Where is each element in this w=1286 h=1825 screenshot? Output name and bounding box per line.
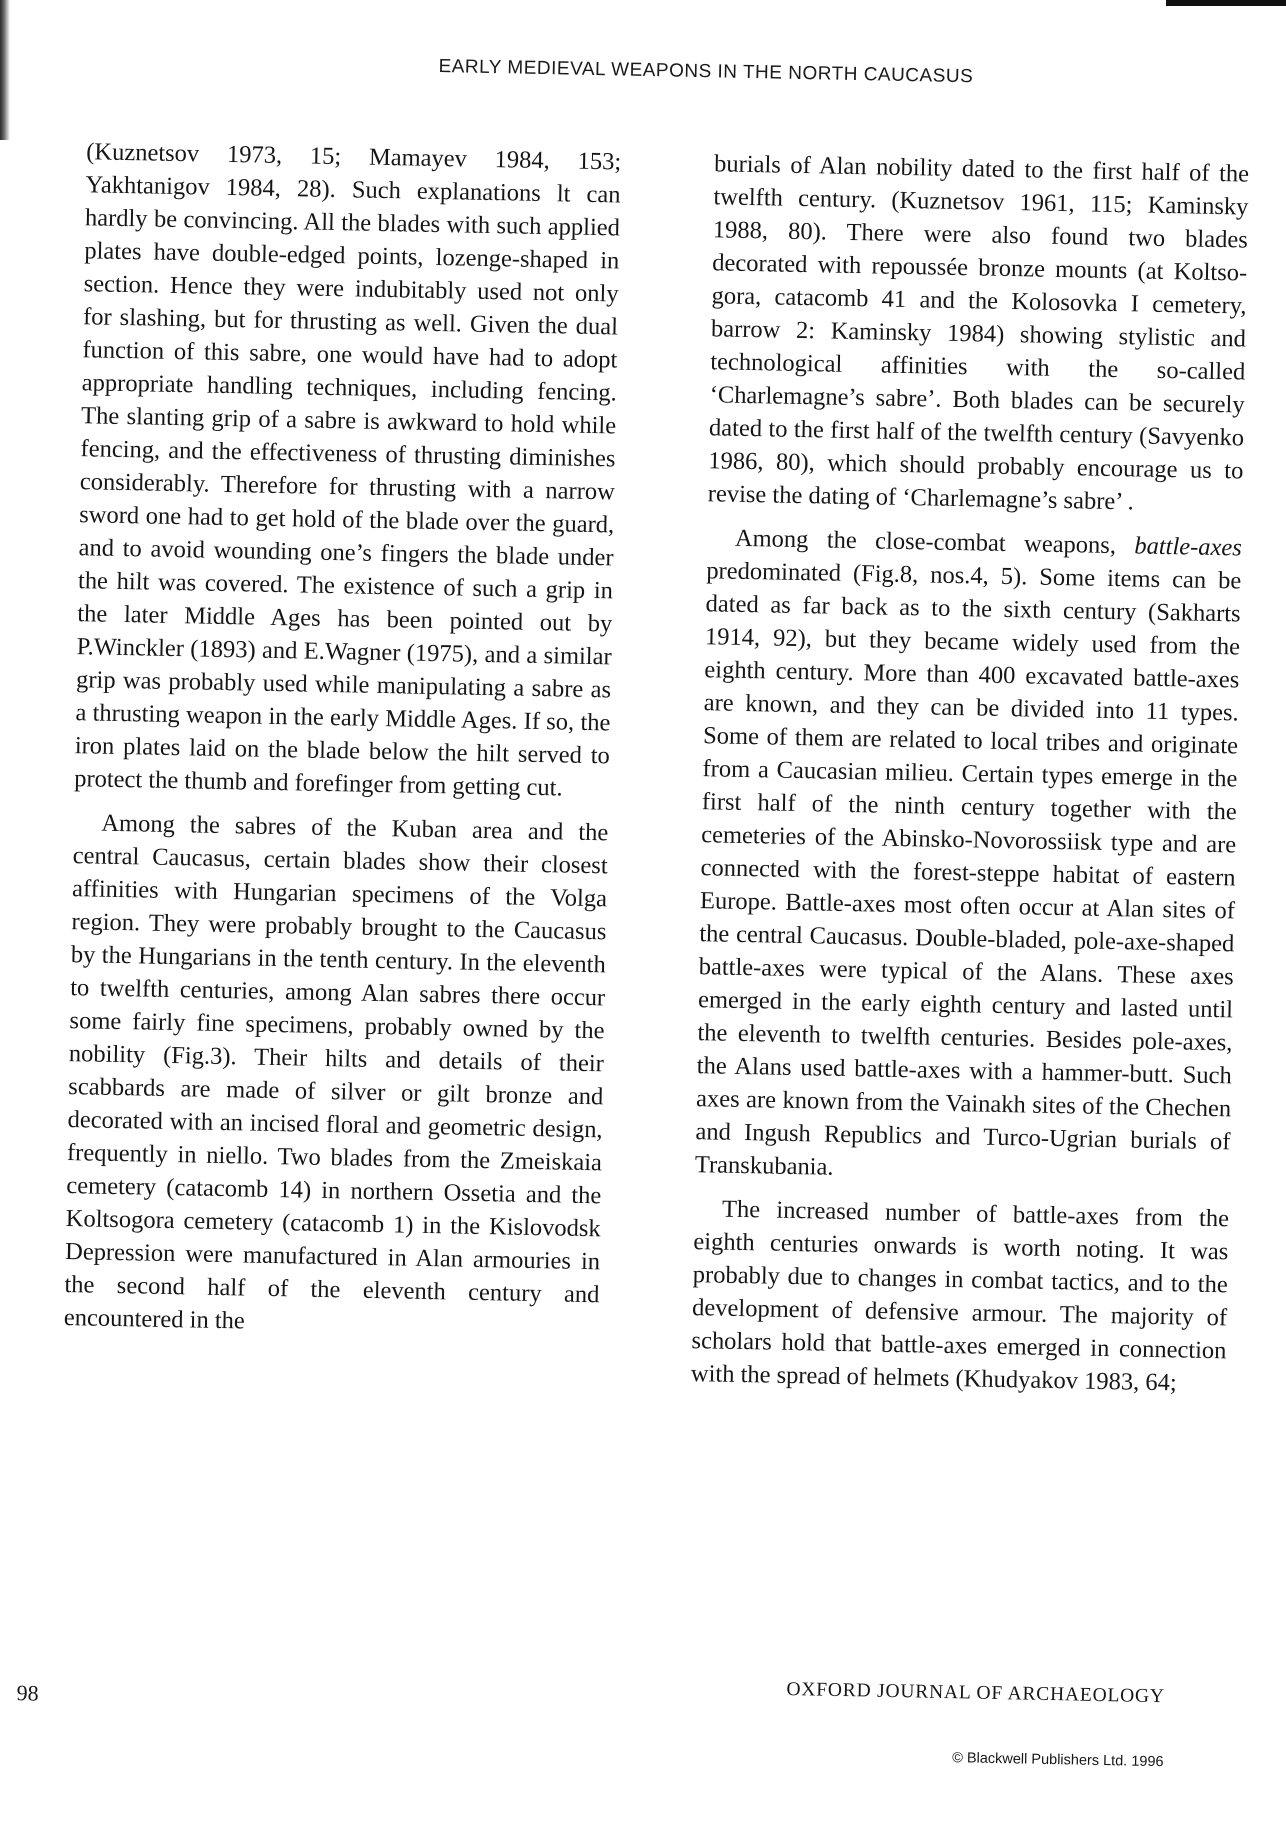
emphasized-term: battle-axes <box>1134 532 1243 562</box>
right-column <box>690 147 1249 1411</box>
left-paragraph-2: Among the sabres of the Kuban area and the central Caucasus, certain blades show their closest affinities with Hungarian specimens of the Volga region. They were probably brought to the Caucasus by the Hungarians in the tenth century. In the eleventh to twelfth centuries, among Alan sabres there occur some fairly fine specimens, probably owned by the nobility (Fig.3). Their hilts and details of their scabbards are made of silver or gilt bronze and decorated with an incised floral and geometric design, frequently in niello. Two blades from the Zmeiskaia cemetery (catacomb 14) in northern Ossetia and the Koltsogora cemetery (catacomb 1) in the Kislovodsk Depression were manufactured in Alan armouries in the second half of the eleventh century and encountered in the <box>63 809 609 1335</box>
right-paragraph-2 <box>695 521 1243 1191</box>
right-paragraph-3: The increased number of battle-axes from the eighth centuries onwards is worth noting. It was probably due to changes in combat tactics, and to the development of defensive armour. The majority of scholars hold that battle-axes emerged in connection with the spread of helmets (Khudyakov 1983, 64; <box>690 1195 1230 1397</box>
journal-name: OXFORD JOURNAL OF ARCHAEOLOGY <box>786 1678 1166 1708</box>
page-number: 98 <box>16 1680 39 1706</box>
running-head: EARLY MEDIEVAL WEAPONS IN THE NORTH CAUCASUS <box>438 55 974 88</box>
copyright-notice: © Blackwell Publishers Ltd. 1996 <box>952 1750 1164 1771</box>
paragraph-body-text: predominated (Fig.8, nos.4, 5). Some items can be dated as far back as to the sixth century (Sakharts 1914, 92), but they became widely used from the eighth century. More than 400 excavated battle-axes are known, and they can be divided into 11 types. Some of them are related to local tribes and originate from a Caucasian milieu. Certain types emerge in the first half of the ninth century together with the cemeteries of the Abinsko-Novorossiisk type and are connected with the forest-steppe habitat of eastern Europe. Battle-axes most often occur at Alan sites of the central Caucasus. Double-bladed, pole-axe-shaped battle-axes were typical of the Alans. These axes emerged in the early eighth century and lasted until the eleventh to twelfth centuries. Besides pole-axes, the Alans used battle-axes with a hammer-butt. Such axes are known from the Vainakh sites of the Chechen and Ingush Republics and Turco-Ugrian burials of Transkubania. <box>694 557 1242 1181</box>
paragraph-lead-text: Among the close-combat weapons, <box>734 524 1135 560</box>
scan-edge-left <box>0 0 10 140</box>
right-paragraph-1: burials of Alan nobility dated to the first half of the twelfth century. (Kuznetsov 1961, 115; Kaminsky 1988, 80). There were also found two blades decorated with repoussée bronze mounts (at Koltso-gora, catacomb 41 and the Kolosovka I cemetery, barrow 2: Kaminsky 1984) showing stylistic and technological affinities with the so-called ‘Charlemagne’s sabre’. Both blades can be securely dated to the first half of the twelfth century (Savyenko 1986, 80), which should probably encourage us to revise the dating of ‘Charlemagne’s sabre’ . <box>707 150 1250 516</box>
scan-edge-top <box>1166 0 1286 6</box>
left-column <box>63 135 621 1355</box>
left-paragraph-1: (Kuznetsov 1973, 15; Mamayev 1984, 153; Yakhtanigov 1984, 28). Such explanations lt can hardly be convincing. All the blades with such applied plates have double-edged points, lozenge-shaped in section. Hence they were indubitably used not only for slashing, but for thrusting as well. Given the dual function of this sabre, one would have had to adopt appropriate handling techniques, including fencing. The slanting grip of a sabre is awkward to hold while fencing, and the effectiveness of thrusting diminishes considerably. Therefore for thrusting with a narrow sword one had to get hold of the blade over the guard, and to avoid wounding one’s fingers the blade under the hilt was covered. The existence of such a grip in the later Middle Ages has been pointed out by P.Winckler (1893) and E.Wagner (1975), and a similar grip was probably used while manipulating a sabre as a thrusting weapon in the early Middle Ages. If so, the iron plates laid on the blade below the hilt served to protect the thumb and forefinger from getting cut. <box>73 138 622 802</box>
